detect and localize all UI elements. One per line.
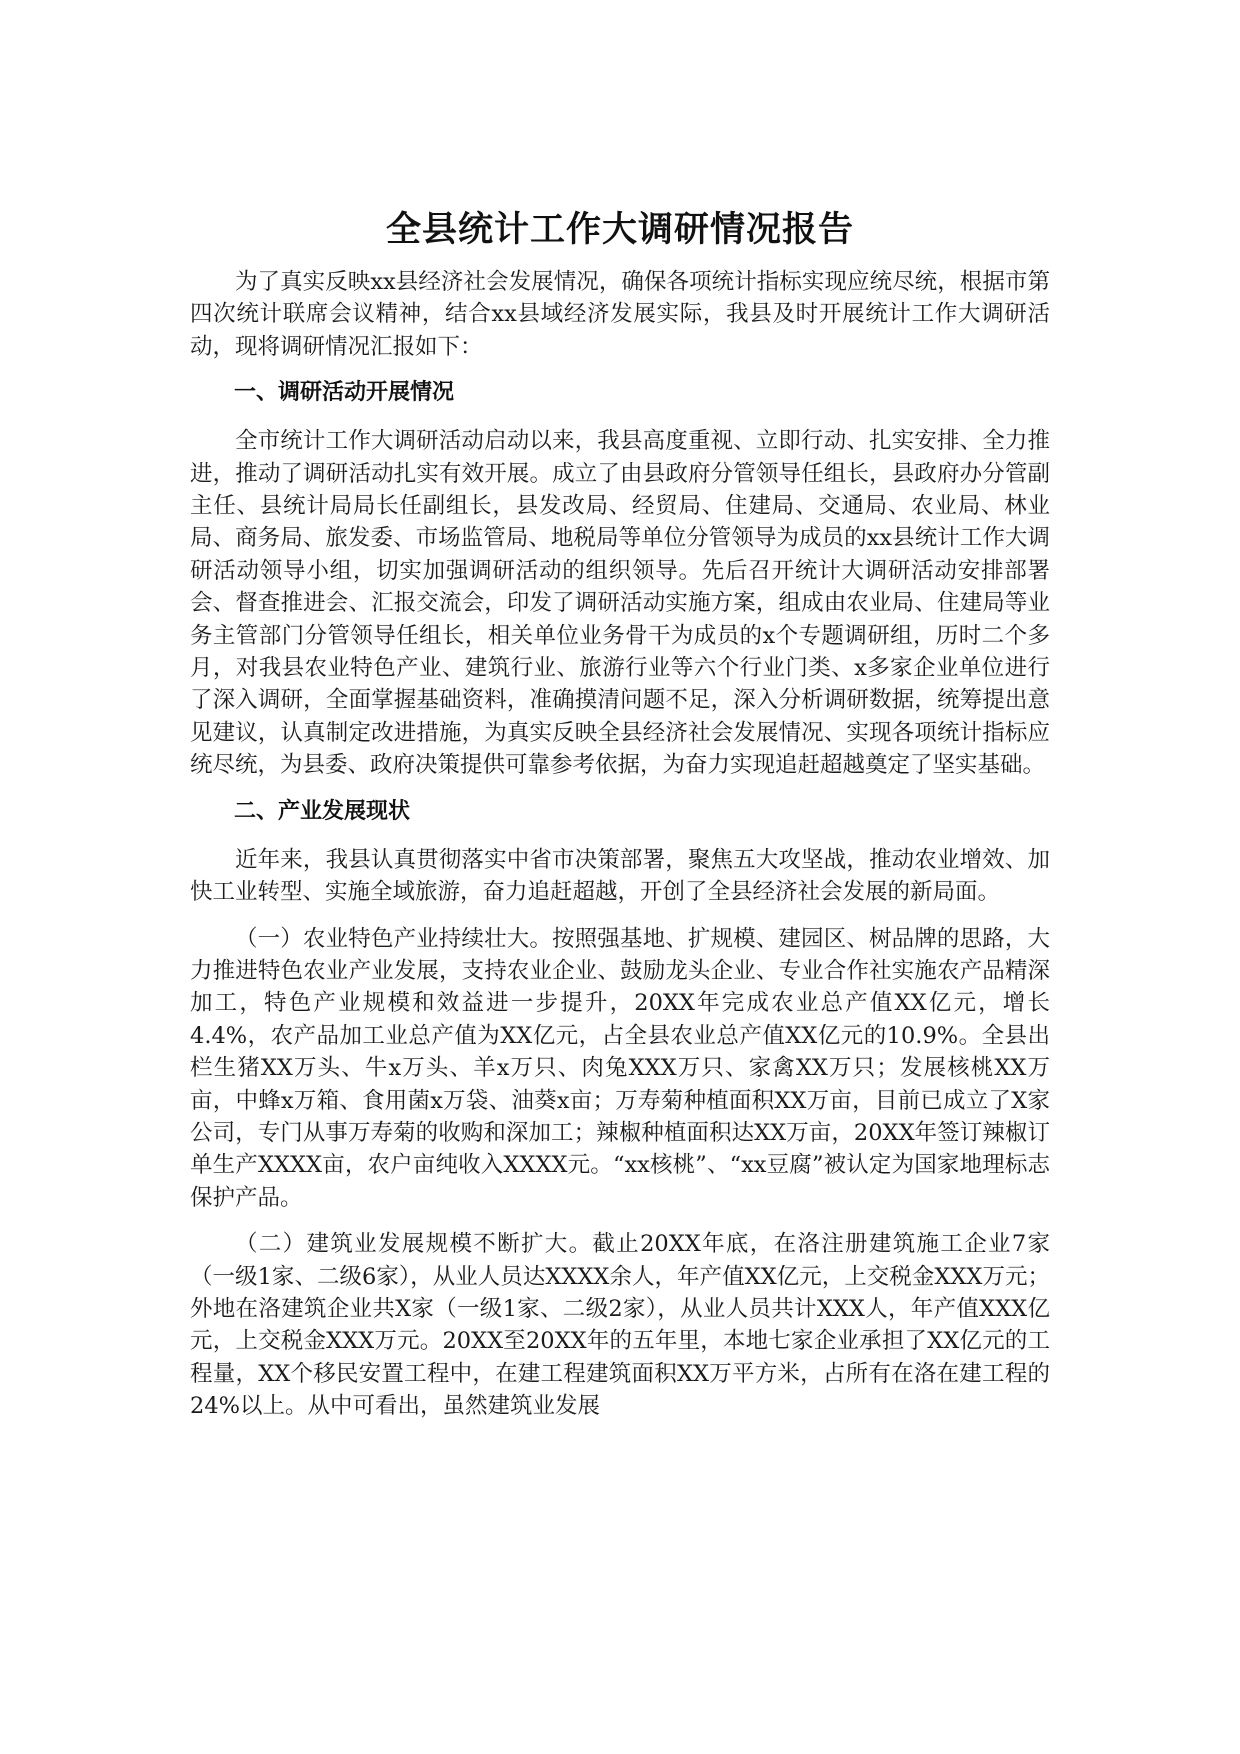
intro-paragraph: 为了真实反映xx县经济社会发展情况，确保各项统计指标实现应统尽统，根据市第四次统计联席会议精神，结合xx县域经济发展实际，我县及时开展统计工作大调研活动，现将调研情况汇报如下： — [190, 269, 1050, 360]
section-heading-2: 二、产业发展现状 — [234, 798, 411, 824]
agriculture-paragraph: （一）农业特色产业持续壮大。按照强基地、扩规模、建园区、树品牌的思路，大力推进特色农业产业发展，支持农业企业、鼓励龙头企业、专业合作社实施农产品精深加工，特色产业规模和效益进一步提升，20XX年完成农业总产值XX亿元，增长4.4%，农产品加工业总产值为XX亿元，占全县农业总产值XX亿元的10.9%。全县出栏生猪XX万头、牛x万头、羊x万只、肉兔XXX万只、家禽XX万只；发展核桃XX万亩，中蜂x万箱、食用菌x万袋、油葵x亩；万寿菊种植面积XX万亩，目前已成立了X家公司，专门从事万寿菊的收购和深加工；辣椒种植面积达XX万亩，20XX年签订辣椒订单生产XXXX亩，农户亩纯收入XXXX元。“xx核桃”、“xx豆腐”被认定为国家地理标志保护产品。 — [190, 925, 1050, 1211]
document-body — [190, 200, 1050, 1437]
section-1-paragraph: 全市统计工作大调研活动启动以来，我县高度重视、立即行动、扎实安排、全力推进，推动了调研活动扎实有效开展。成立了由县政府分管领导任组长，县政府办分管副主任、县统计局局长任副组长，县发改局、经贸局、住建局、交通局、农业局、林业局、商务局、旅发委、市场监管局、地税局等单位分管领导为成员的xx县统计工作大调研活动领导小组，切实加强调研活动的组织领导。先后召开统计大调研活动安排部署会、督查推进会、汇报交流会，印发了调研活动实施方案，组成由农业局、住建局等业务主管部门分管领导任组长，相关单位业务骨干为成员的x个专题调研组，历时二个多月，对我县农业特色产业、建筑行业、旅游行业等六个行业门类、x多家企业单位进行了深入调研，全面掌握基础资料，准确摸清问题不足，深入分析调研数据，统筹提出意见建议，认真制定改进措施，为真实反映全县经济社会发展情况、实现各项统计指标应统尽统，为县委、政府决策提供可靠参考依据，为奋力实现追赶超越奠定了坚实基础。 — [190, 428, 1050, 779]
section-2-paragraph: 近年来，我县认真贯彻落实中省市决策部署，聚焦五大攻坚战，推动农业增效、加快工业转型、实施全域旅游，奋力追赶超越，开创了全县经济社会发展的新局面。 — [190, 846, 1050, 906]
section-heading-1: 一、调研活动开展情况 — [234, 380, 455, 406]
construction-paragraph: （二）建筑业发展规模不断扩大。截止20XX年底，在洛注册建筑施工企业7家（一级1家、二级6家），从业人员达XXXX余人，年产值XX亿元，上交税金XXX万元；外地在洛建筑企业共X家（一级1家、二级2家），从业人员共计XXX人，年产值XXX亿元，上交税金XXX万元。20XX至20XX年的五年里，本地七家企业承担了XX亿元的工程量，XX个移民安置工程中，在建工程建筑面积XX万平方米，占所有在洛在建工程的24%以上。从中可看出，虽然建筑业发展 — [190, 1231, 1050, 1420]
document-title: 全县统计工作大调研情况报告 — [385, 210, 854, 250]
